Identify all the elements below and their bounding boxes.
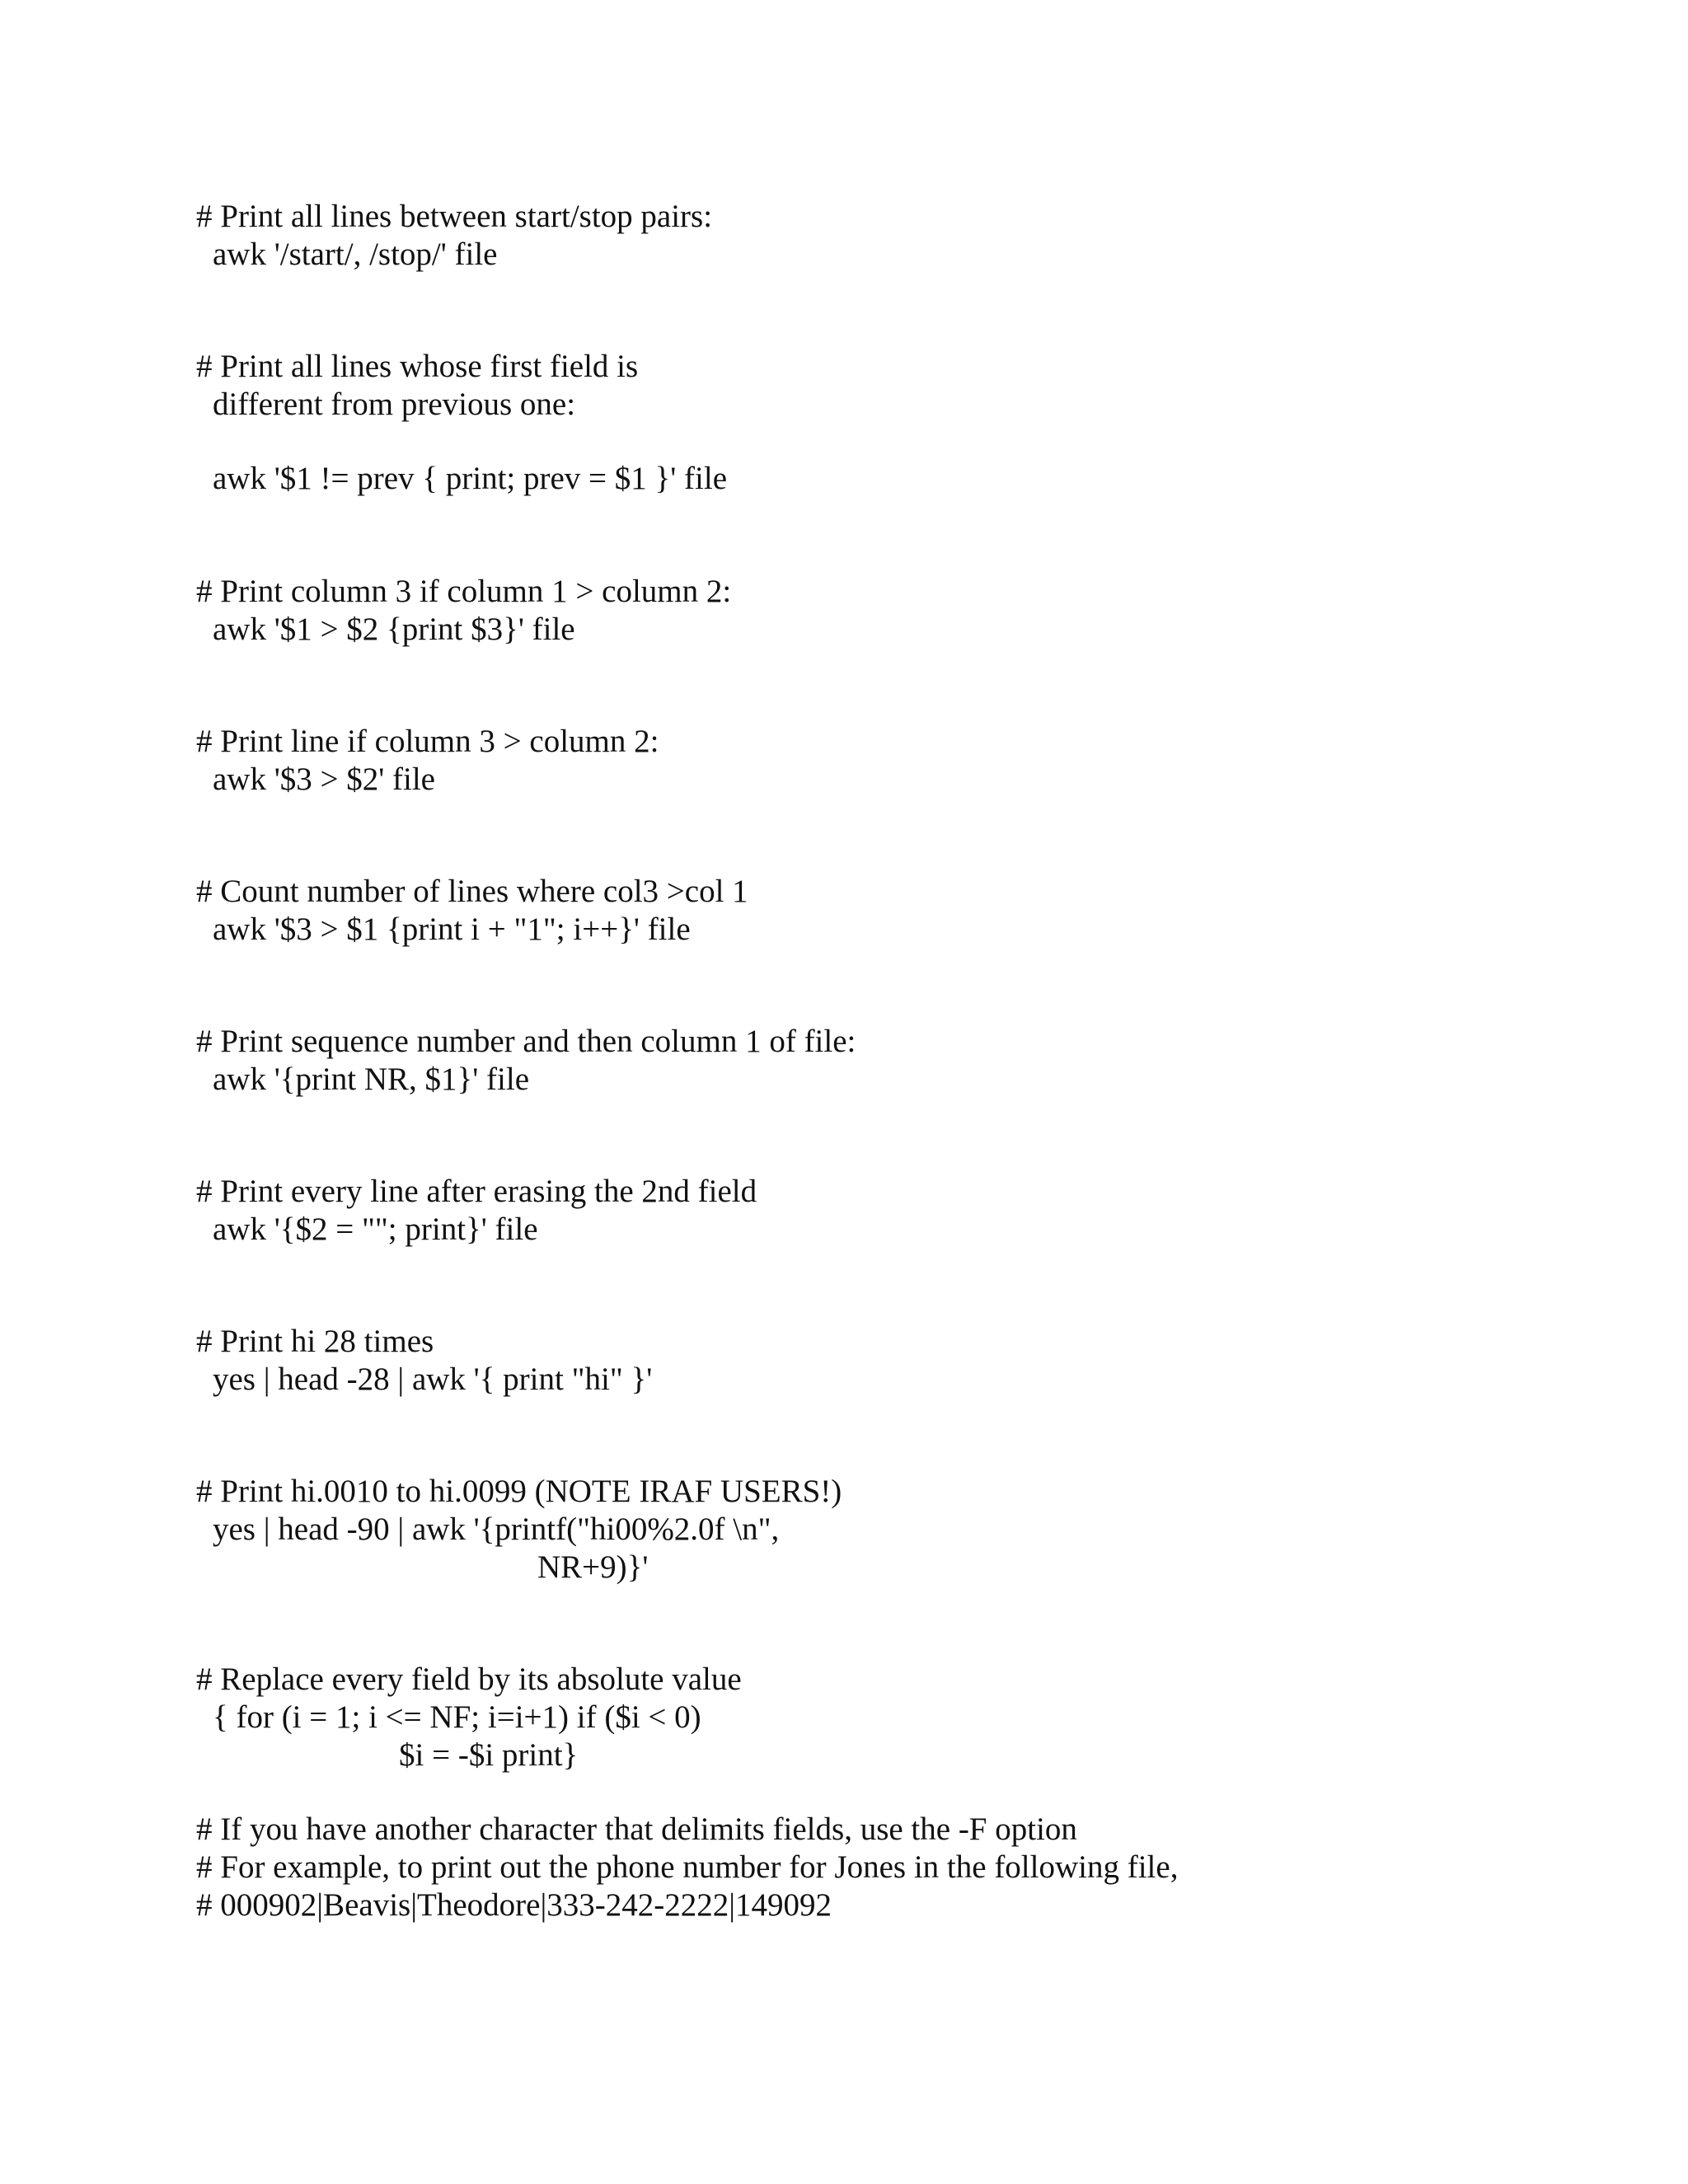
command-first-field-different: awk '$1 != prev { print; prev = $1 }' file <box>213 461 727 496</box>
command-print-hi-range: yes | head -90 | awk '{printf("hi00%2.0f \n", <box>213 1511 780 1547</box>
comment-erase-field: # Print every line after erasing the 2nd field <box>196 1174 757 1209</box>
command-count-lines: awk '$3 > $1 {print i + "1"; i++}' file <box>213 912 691 947</box>
comment-phone-example: # For example, to print out the phone number for Jones in the following file, <box>196 1849 1179 1885</box>
comment-print-hi: # Print hi 28 times <box>196 1324 434 1359</box>
comment-print-hi-range: # Print hi.0010 to hi.0099 (NOTE IRAF USERS!) <box>196 1474 842 1509</box>
command-print-hi: yes | head -28 | awk '{ print "hi" }' <box>213 1361 653 1397</box>
command-start-stop: awk '/start/, /stop/' file <box>213 237 498 272</box>
comment-first-field-different-cont: different from previous one: <box>213 387 576 422</box>
comment-first-field-different: # Print all lines whose first field is <box>196 349 639 384</box>
comment-sample-record: # 000902|Beavis|Theodore|333-242-2222|149092 <box>196 1887 832 1923</box>
command-line-if: awk '$3 > $2' file <box>213 762 435 797</box>
comment-count-lines: # Count number of lines where col3 >col 1 <box>196 874 748 909</box>
comment-absolute-value: # Replace every field by its absolute value <box>196 1661 742 1697</box>
command-absolute-value: { for (i = 1; i <= NF; i=i+1) if ($i < 0) <box>213 1699 701 1735</box>
comment-delimiter-option: # If you have another character that delimits fields, use the -F option <box>196 1811 1077 1847</box>
comment-line-if: # Print line if column 3 > column 2: <box>196 724 659 759</box>
command-sequence-number: awk '{print NR, $1}' file <box>213 1062 530 1097</box>
command-erase-field: awk '{$2 = ""; print}' file <box>213 1212 538 1247</box>
comment-start-stop: # Print all lines between start/stop pairs: <box>196 199 713 234</box>
comment-column3-if: # Print column 3 if column 1 > column 2: <box>196 574 732 609</box>
comment-sequence-number: # Print sequence number and then column 1 of file: <box>196 1024 856 1059</box>
command-print-hi-range-cont: NR+9)}' <box>537 1549 649 1585</box>
command-column3-if: awk '$1 > $2 {print $3}' file <box>213 612 575 647</box>
command-absolute-value-cont: $i = -$i print} <box>399 1737 579 1773</box>
